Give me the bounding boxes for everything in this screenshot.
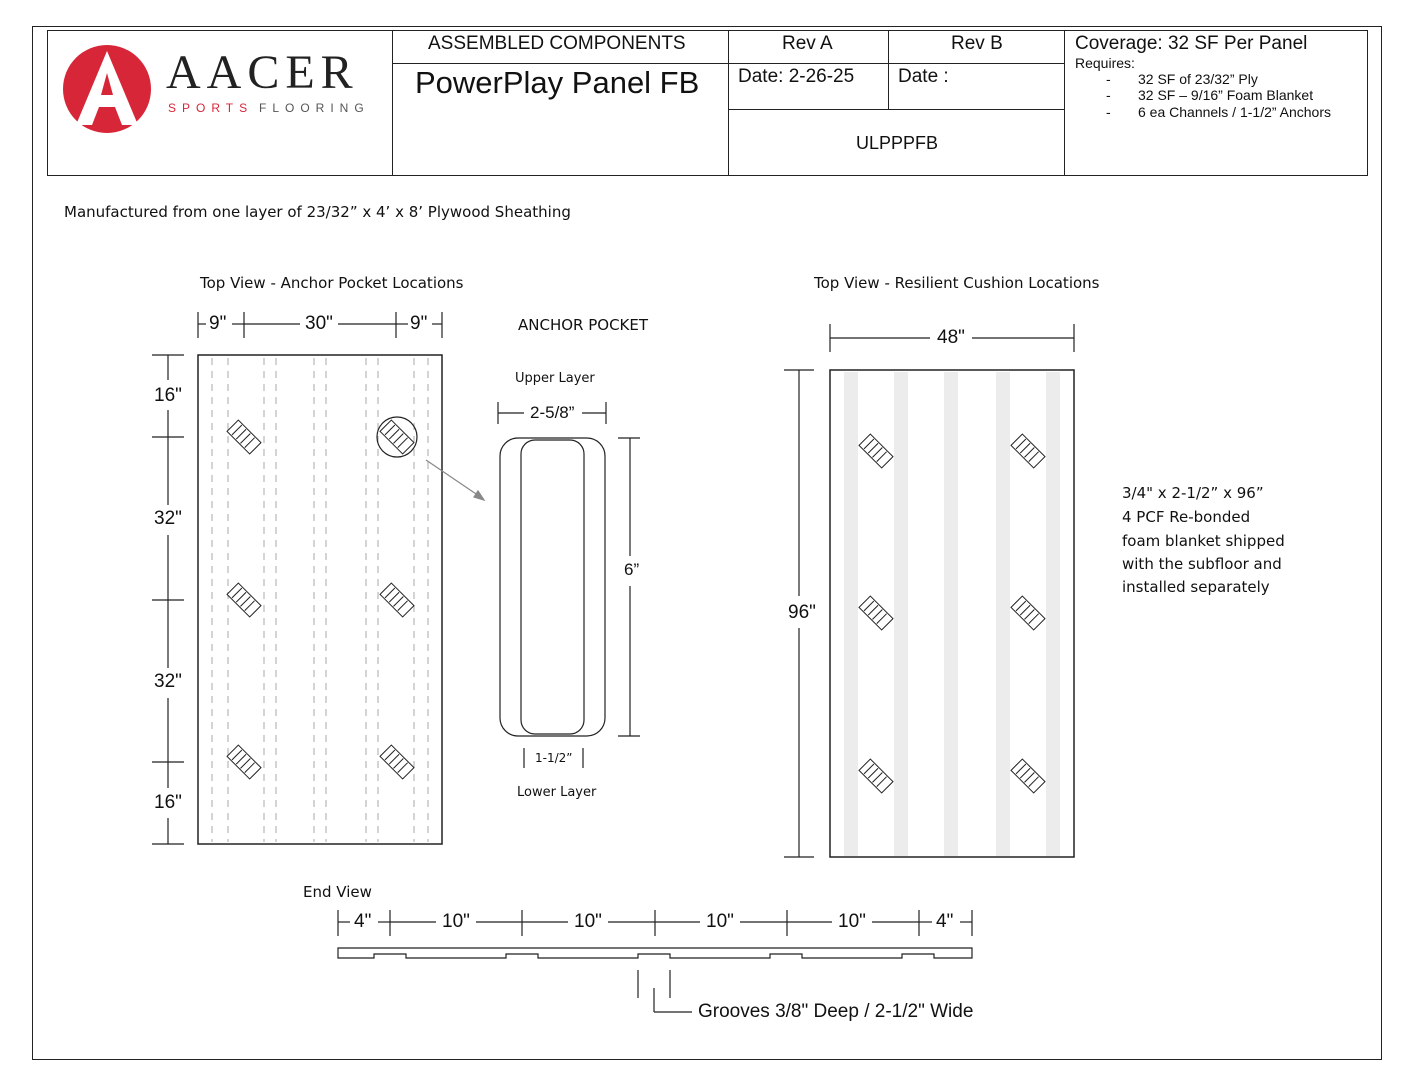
- end-dim: 10": [706, 911, 734, 932]
- coverage-text: Coverage: 32 SF Per Panel: [1075, 33, 1308, 54]
- foam-note-line: with the subfloor and: [1122, 555, 1282, 573]
- dim-height-mid-2: 32": [154, 671, 182, 692]
- lower-layer-label: Lower Layer: [517, 785, 597, 800]
- anchor-pocket-icon: [380, 583, 414, 617]
- end-dim: 4": [936, 911, 954, 932]
- anchor-pocket-icon: [227, 745, 261, 779]
- dim-width-center: 30": [305, 313, 333, 334]
- dim-height-bottom: 16": [154, 792, 182, 813]
- end-view-title: End View: [303, 883, 372, 901]
- requirement-bullet: -: [1106, 87, 1111, 103]
- cushion-height-dim: 96": [788, 602, 816, 623]
- anchor-pocket-icon: [380, 420, 414, 454]
- anchor-pocket-icon: [380, 745, 414, 779]
- pocket-width-dim: 2-5/8”: [530, 403, 575, 422]
- requirement-item: 6 ea Channels / 1-1/2” Anchors: [1138, 104, 1332, 120]
- dim-height-mid-1: 32": [154, 508, 182, 529]
- end-dim: 10": [574, 911, 602, 932]
- logo-tagline-flooring: FLOORING: [259, 101, 370, 115]
- intro-note: Manufactured from one layer of 23/32” x 4’ x 8’ Plywood Sheathing: [64, 203, 571, 221]
- dim-height-top: 16": [154, 385, 182, 406]
- rev-b-label: Rev B: [951, 33, 1003, 54]
- end-dim: 10": [838, 911, 866, 932]
- requirement-item: 32 SF – 9/16” Foam Blanket: [1138, 87, 1314, 103]
- upper-layer-label: Upper Layer: [515, 371, 595, 386]
- foam-note-line: 3/4" x 2-1/2” x 96”: [1122, 484, 1264, 502]
- pocket-inner-dim: 1-1/2”: [535, 751, 573, 765]
- requirement-bullet: -: [1106, 71, 1111, 87]
- requirement-bullet: -: [1106, 104, 1111, 120]
- cushion-view-title: Top View - Resilient Cushion Locations: [814, 274, 1100, 292]
- part-number: ULPPPFB: [856, 133, 939, 153]
- anchor-pocket-icon: [859, 596, 893, 630]
- anchor-pocket-icon: [227, 420, 261, 454]
- foam-note-line: 4 PCF Re-bonded: [1122, 508, 1251, 526]
- end-dim: 10": [442, 911, 470, 932]
- anchor-pocket-icon: [1011, 759, 1045, 793]
- rev-a-label: Rev A: [782, 33, 833, 54]
- logo-tagline-sports: SPORTS: [168, 101, 254, 115]
- anchor-view-title: Top View - Anchor Pocket Locations: [200, 274, 464, 292]
- requirement-item: 32 SF of 23/32” Ply: [1138, 71, 1258, 87]
- cushion-width-dim: 48": [937, 327, 965, 348]
- pocket-height-dim: 6”: [624, 560, 640, 579]
- rev-a-date: Date: 2-26-25: [738, 66, 855, 87]
- foam-note-line: foam blanket shipped: [1122, 532, 1285, 550]
- title-heading: ASSEMBLED COMPONENTS: [428, 33, 686, 54]
- anchor-pocket-icon: [859, 434, 893, 468]
- dim-width-left: 9": [209, 313, 227, 334]
- pocket-detail-title: ANCHOR POCKET: [518, 316, 649, 334]
- anchor-pocket-icon: [1011, 434, 1045, 468]
- end-dim: 4": [354, 911, 372, 932]
- logo-wordmark: AACER: [166, 46, 359, 99]
- foam-note-line: installed separately: [1122, 578, 1270, 596]
- groove-note: Grooves 3/8" Deep / 2-1/2" Wide: [698, 1001, 974, 1022]
- requires-label: Requires:: [1075, 55, 1135, 71]
- rev-b-date: Date :: [898, 66, 949, 87]
- product-name: PowerPlay Panel FB: [415, 65, 700, 100]
- anchor-pocket-icon: [1011, 596, 1045, 630]
- dim-width-right: 9": [410, 313, 428, 334]
- anchor-pocket-icon: [227, 583, 261, 617]
- anchor-pocket-icon: [859, 759, 893, 793]
